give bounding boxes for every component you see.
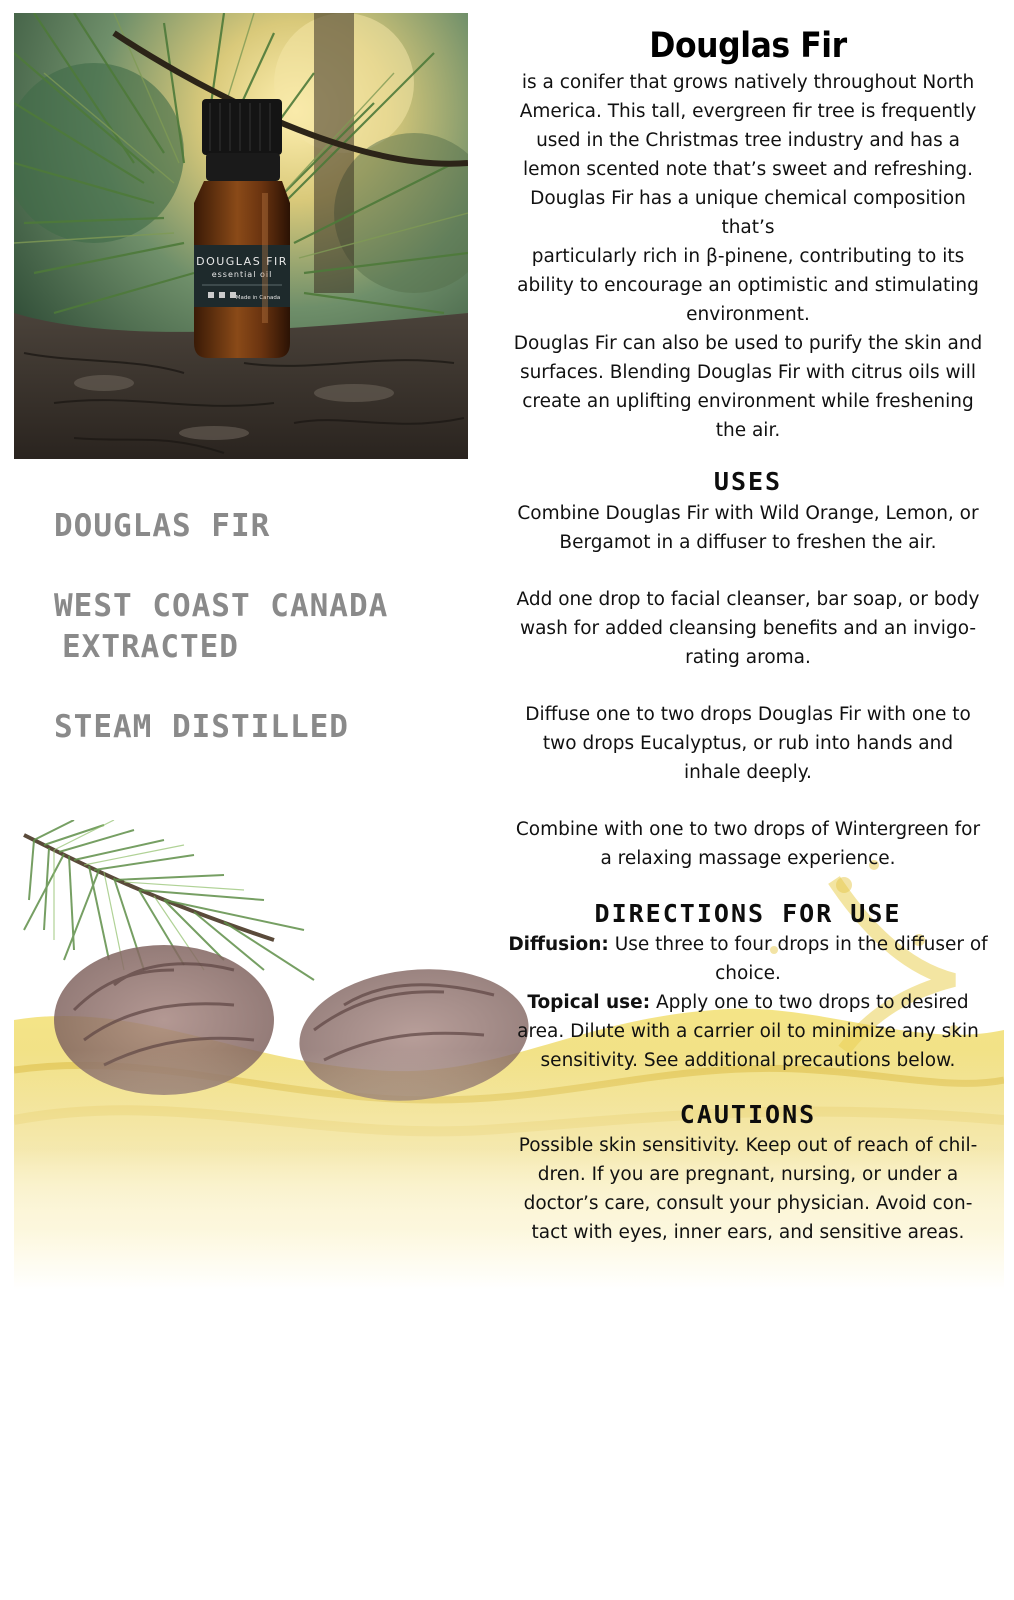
use-item <box>506 499 990 557</box>
description-line: Douglas Fir can also be used to purify the skin and <box>513 333 983 354</box>
use-line: Combine Douglas Fir with Wild Orange, Lemon, or <box>517 503 979 524</box>
bottle-label-type: essential oil <box>211 270 273 279</box>
spec-method: STEAM DISTILLED <box>54 709 349 745</box>
description <box>506 68 990 445</box>
description-line: environment. <box>686 304 810 325</box>
use-line: Bergamot in a diffuser to freshen the air. <box>559 532 937 553</box>
cautions-heading: CAUTIONS <box>679 1100 817 1129</box>
use-line: inhale deeply. <box>684 762 812 783</box>
uses-heading: USES <box>713 467 783 496</box>
spec-origin <box>54 586 388 668</box>
use-line: wash for added cleansing benefits and an invigo- <box>519 618 977 639</box>
diffusion-line <box>506 930 990 959</box>
topical-line <box>506 988 990 1017</box>
use-line: Add one drop to facial cleanser, bar soap, or body <box>516 589 980 610</box>
description-line: used in the Christmas tree industry and has a <box>536 130 960 151</box>
spec-origin-line1: WEST COAST CANADA <box>54 588 389 624</box>
description-line: ability to encourage an optimistic and stimulating <box>517 275 979 296</box>
caution-line: tact with eyes, inner ears, and sensitive areas. <box>531 1222 965 1243</box>
caution-line: Possible skin sensitivity. Keep out of reach of chil- <box>518 1135 978 1156</box>
description-line: the air. <box>715 420 781 441</box>
caution-line: dren. If you are pregnant, nursing, or under a <box>537 1164 959 1185</box>
caution-line: doctor’s care, consult your physician. Avoid con- <box>523 1193 973 1214</box>
bottle-label-origin: Made in Canada <box>235 295 281 301</box>
description-line: that’s <box>721 217 775 238</box>
description-line: Douglas Fir has a unique chemical composition <box>530 188 966 209</box>
uses-list <box>506 499 990 873</box>
use-line: two drops Eucalyptus, or rub into hands and <box>542 733 954 754</box>
description-line: create an uplifting environment while freshening <box>522 391 974 412</box>
description-line: is a conifer that grows natively throughout North <box>521 72 975 93</box>
cautions-text <box>506 1131 990 1247</box>
bottle-label-name: DOUGLAS FIR <box>196 255 288 268</box>
use-line: rating aroma. <box>685 647 811 668</box>
use-item <box>506 585 990 672</box>
directions-text <box>506 930 990 1075</box>
product-title: Douglas Fir <box>649 26 847 66</box>
product-photo <box>14 13 468 459</box>
spec-name: DOUGLAS FIR <box>54 508 271 544</box>
topical-line: area. Dilute with a carrier oil to minimize any skin <box>517 1021 979 1042</box>
description-line: America. This tall, evergreen fir tree is frequently <box>519 101 977 122</box>
use-item <box>506 815 990 873</box>
spec-origin-line2: EXTRACTED <box>62 629 239 665</box>
topical-line: sensitivity. See additional precautions below. <box>540 1050 956 1071</box>
diffusion-label: Diffusion: <box>508 934 609 955</box>
diffusion-line: choice. <box>715 963 781 984</box>
use-line: a relaxing massage experience. <box>600 848 896 869</box>
description-line: particularly rich in β-pinene, contributing to its <box>531 246 965 267</box>
diffusion-text: Use three to four drops in the diffuser of <box>608 934 988 955</box>
use-line: Diffuse one to two drops Douglas Fir with one to <box>525 704 971 725</box>
description-line: lemon scented note that’s sweet and refreshing. <box>522 159 974 180</box>
topical-text: Apply one to two drops to desired <box>650 992 969 1013</box>
topical-label: Topical use: <box>527 992 651 1013</box>
use-line: Combine with one to two drops of Wintergreen for <box>515 819 981 840</box>
use-item <box>506 700 990 787</box>
oil-bottle <box>194 99 290 358</box>
directions-heading: DIRECTIONS FOR USE <box>594 899 902 928</box>
description-line: surfaces. Blending Douglas Fir with citrus oils will <box>519 362 977 383</box>
